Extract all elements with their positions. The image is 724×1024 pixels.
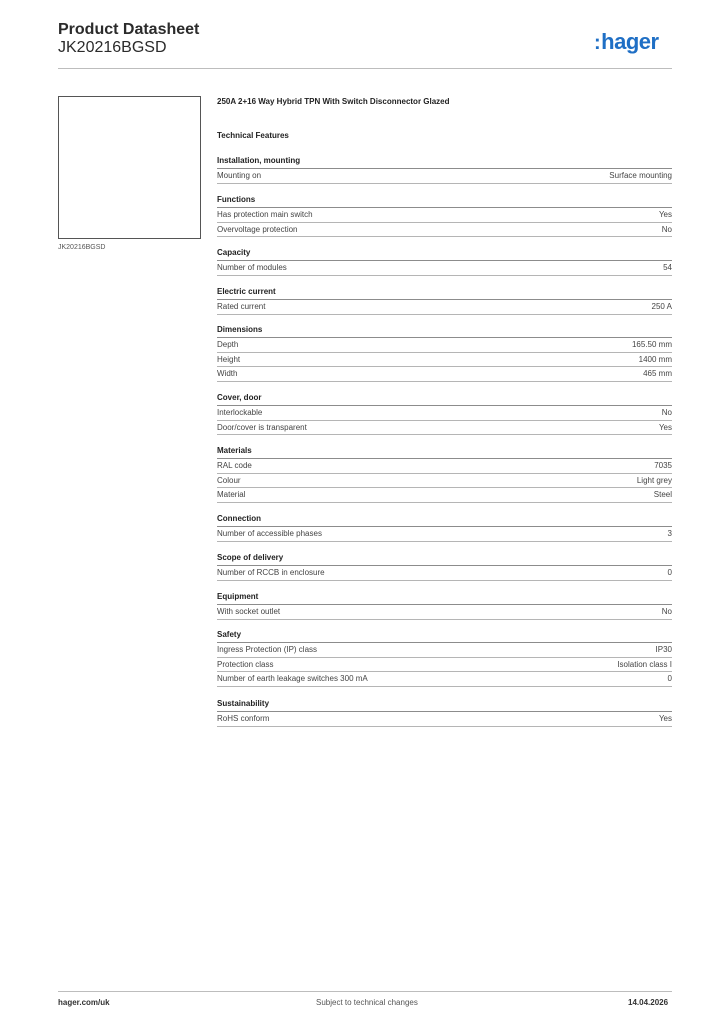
feature-label: Rated current <box>217 302 266 311</box>
product-name: 250A 2+16 Way Hybrid TPN With Switch Disconnector Glazed <box>217 97 450 106</box>
feature-row <box>217 261 672 276</box>
product-image-caption: JK20216BGSD <box>58 244 106 251</box>
feature-row <box>217 367 672 382</box>
logo-prefix: : <box>594 32 601 54</box>
feature-value: Isolation class I <box>617 659 672 669</box>
feature-label: RoHS conform <box>217 714 270 723</box>
feature-label: Mounting on <box>217 171 262 180</box>
feature-section <box>217 590 672 620</box>
feature-row <box>217 566 672 581</box>
feature-value: No <box>661 607 672 616</box>
feature-section <box>217 512 672 542</box>
feature-section <box>217 697 672 727</box>
feature-value: Yes <box>658 714 672 723</box>
feature-label: Overvoltage protection <box>217 224 298 234</box>
feature-label: Depth <box>217 340 239 349</box>
document-title: Product Datasheet <box>58 21 200 38</box>
logo-text: hager <box>601 29 659 54</box>
feature-row <box>217 527 672 542</box>
feature-section <box>217 444 672 503</box>
feature-section <box>217 628 672 687</box>
footer-date: 14.04.2026 <box>628 998 669 1007</box>
feature-row <box>217 643 672 658</box>
feature-label: RAL code <box>217 461 252 470</box>
feature-label: Ingress Protection (IP) class <box>217 645 318 654</box>
feature-row <box>217 169 672 184</box>
feature-section <box>217 551 672 581</box>
feature-value: 465 mm <box>643 369 672 378</box>
feature-row <box>217 338 672 353</box>
feature-value: Yes <box>658 210 672 219</box>
feature-value: 165.50 mm <box>631 340 672 349</box>
footer-divider <box>58 991 672 992</box>
feature-row <box>217 474 672 489</box>
feature-row <box>217 421 672 436</box>
feature-value: 1400 mm <box>638 354 672 364</box>
section-title: Sustainability <box>217 697 672 712</box>
feature-value: Steel <box>653 490 672 499</box>
feature-row <box>217 353 672 368</box>
section-title: Equipment <box>217 590 672 605</box>
feature-label: Protection class <box>217 659 274 669</box>
feature-label: With socket outlet <box>217 607 281 616</box>
footer-website: hager.com/uk <box>58 998 110 1007</box>
feature-value: Yes <box>658 422 672 432</box>
feature-value: 0 <box>667 568 672 577</box>
section-title: Materials <box>217 444 672 459</box>
feature-row <box>217 605 672 620</box>
feature-label: Door/cover is transparent <box>217 422 307 432</box>
feature-section <box>217 323 672 382</box>
feature-value: 250 A <box>651 302 672 311</box>
feature-value: 54 <box>663 263 672 272</box>
feature-label: Width <box>217 369 238 378</box>
feature-label: Colour <box>217 475 241 485</box>
feature-row <box>217 208 672 223</box>
section-title: Capacity <box>217 246 672 261</box>
feature-label: Has protection main switch <box>217 210 313 219</box>
feature-value: 3 <box>667 529 672 538</box>
feature-value: 0 <box>667 674 672 683</box>
feature-value: No <box>661 408 672 417</box>
feature-value: Light grey <box>636 475 672 485</box>
section-title: Cover, door <box>217 391 672 406</box>
section-title: Dimensions <box>217 323 672 338</box>
section-title: Electric current <box>217 285 672 300</box>
feature-row <box>217 459 672 474</box>
feature-section <box>217 391 672 435</box>
technical-features-title: Technical Features <box>217 131 289 140</box>
section-title: Installation, mounting <box>217 154 672 169</box>
section-title: Scope of delivery <box>217 551 672 566</box>
feature-label: Number of earth leakage switches 300 mA <box>217 674 368 683</box>
feature-section <box>217 246 672 276</box>
feature-row <box>217 300 672 315</box>
product-image <box>58 96 201 239</box>
footer-notice: Subject to technical changes <box>316 998 418 1007</box>
feature-section <box>217 154 672 184</box>
feature-label: Number of accessible phases <box>217 529 322 538</box>
feature-value: IP30 <box>655 645 672 654</box>
feature-row <box>217 488 672 503</box>
feature-value: No <box>661 224 672 234</box>
section-title: Safety <box>217 628 672 643</box>
feature-value: 7035 <box>654 461 672 470</box>
feature-section <box>217 285 672 315</box>
feature-row <box>217 406 672 421</box>
feature-label: Number of modules <box>217 263 287 272</box>
feature-section <box>217 193 672 237</box>
feature-label: Number of RCCB in enclosure <box>217 568 325 577</box>
hager-logo <box>594 29 659 56</box>
section-title: Functions <box>217 193 672 208</box>
feature-value: Surface mounting <box>609 171 672 180</box>
product-code: JK20216BGSD <box>58 39 167 56</box>
feature-label: Interlockable <box>217 408 263 417</box>
feature-row <box>217 223 672 238</box>
feature-row <box>217 672 672 687</box>
feature-label: Material <box>217 490 246 499</box>
feature-row <box>217 712 672 727</box>
feature-row <box>217 658 672 673</box>
header-divider <box>58 68 672 69</box>
feature-label: Height <box>217 354 241 364</box>
section-title: Connection <box>217 512 672 527</box>
